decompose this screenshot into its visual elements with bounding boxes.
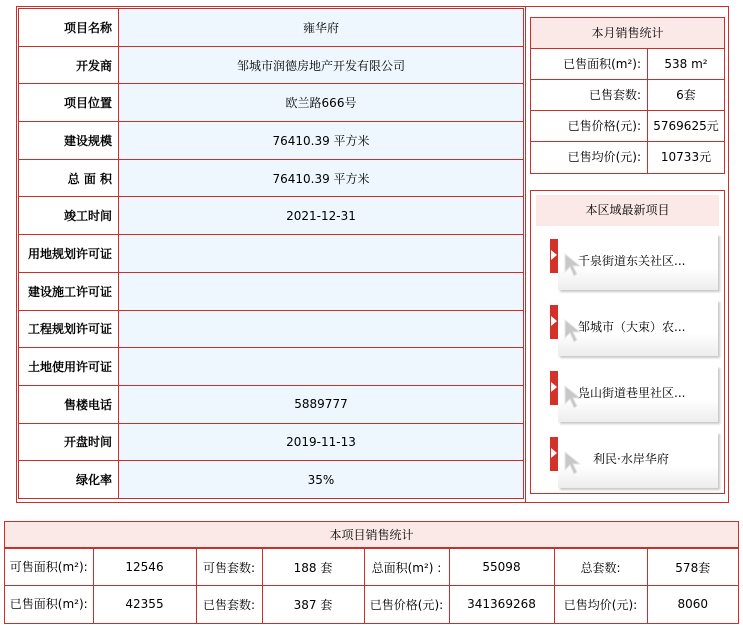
stats-value: 8060	[647, 586, 738, 623]
stats-value: 12546	[93, 549, 196, 586]
info-row	[19, 348, 524, 386]
info-label: 项目名称	[19, 9, 119, 47]
stats-value: 5769625元	[653, 119, 719, 133]
info-value: 欧兰路666号	[119, 84, 524, 122]
stats-label: 总套数:	[554, 549, 647, 586]
arrow-right-icon	[551, 382, 557, 392]
info-label: 开发商	[19, 46, 119, 84]
region-project-link[interactable]	[535, 232, 717, 288]
info-row	[19, 197, 524, 235]
info-row	[19, 159, 524, 197]
project-name[interactable]: 千泉街道东关社区...	[578, 254, 686, 268]
info-label: 绿化率	[19, 461, 119, 499]
stats-label: 已售面积(m²):	[5, 586, 93, 623]
stats-label: 已售套数:	[531, 80, 648, 110]
region-project-link[interactable]	[535, 298, 717, 354]
stats-label: 已售均价(元):	[531, 142, 648, 173]
stats-row	[531, 80, 724, 111]
info-value: 2019-11-13	[119, 423, 524, 461]
info-row	[19, 9, 524, 47]
monthly-stats-title: 本月销售统计	[531, 18, 724, 49]
project-name[interactable]: 凫山街道巷里社区...	[578, 386, 686, 400]
project-stats-table	[5, 548, 738, 623]
info-value	[119, 348, 524, 386]
region-project-link[interactable]	[535, 430, 717, 486]
info-row	[19, 46, 524, 84]
info-value: 雍华府	[119, 9, 524, 47]
stats-value: 55098	[449, 549, 554, 586]
stats-value: 188 套	[262, 549, 364, 586]
monthly-sales-stats	[530, 17, 725, 174]
cursor-pointer-icon	[563, 450, 585, 476]
project-sales-stats	[4, 521, 739, 624]
arrow-right-icon	[551, 316, 557, 326]
info-label: 项目位置	[19, 84, 119, 122]
arrow-right-icon	[551, 448, 557, 458]
info-label: 开盘时间	[19, 423, 119, 461]
stats-label: 已售套数:	[196, 586, 262, 623]
project-name[interactable]: 利民·水岸华府	[593, 452, 669, 466]
stats-label: 已售均价(元):	[554, 586, 647, 623]
info-row	[19, 310, 524, 348]
info-row	[19, 272, 524, 310]
info-label: 售楼电话	[19, 385, 119, 423]
info-row	[19, 461, 524, 499]
arrow-right-icon	[551, 250, 557, 260]
stats-value: 42355	[93, 586, 196, 623]
info-value: 2021-12-31	[119, 197, 524, 235]
info-row	[19, 235, 524, 273]
region-latest-projects	[530, 190, 725, 494]
info-value	[119, 235, 524, 273]
info-value: 76410.39 平方米	[119, 122, 524, 160]
info-row	[19, 423, 524, 461]
project-name[interactable]: 邹城市（大束）农...	[578, 320, 686, 334]
info-label: 建设施工许可证	[19, 272, 119, 310]
info-value	[119, 272, 524, 310]
project-info-table	[18, 8, 524, 499]
stats-row	[5, 549, 738, 586]
info-label: 用地规划许可证	[19, 235, 119, 273]
stats-value: 578套	[647, 549, 738, 586]
stats-row	[531, 142, 724, 173]
info-value: 35%	[119, 461, 524, 499]
region-project-link[interactable]	[535, 364, 717, 420]
info-row	[19, 385, 524, 423]
stats-label: 总面积(m²) :	[364, 549, 449, 586]
stats-value: 538 m²	[664, 57, 708, 71]
stats-label: 已售面积(m²):	[531, 49, 648, 79]
info-row	[19, 84, 524, 122]
stats-value: 387 套	[262, 586, 364, 623]
region-projects-title: 本区域最新项目	[536, 195, 719, 226]
info-label: 竣工时间	[19, 197, 119, 235]
stats-row	[531, 49, 724, 80]
stats-value: 6套	[676, 88, 696, 102]
project-info-panel	[16, 6, 729, 503]
stats-value: 341369268	[449, 586, 554, 623]
info-value	[119, 310, 524, 348]
project-stats-title: 本项目销售统计	[5, 522, 738, 548]
info-label: 建设规模	[19, 122, 119, 160]
stats-label: 可售面积(m²):	[5, 549, 93, 586]
stats-row	[5, 586, 738, 623]
stats-value: 10733元	[660, 150, 712, 164]
info-label: 总 面 积	[19, 159, 119, 197]
info-label: 土地使用许可证	[19, 348, 119, 386]
info-value: 邹城市润德房地产开发有限公司	[119, 46, 524, 84]
stats-label: 已售价格(元):	[364, 586, 449, 623]
info-row	[19, 122, 524, 160]
stats-label: 可售套数:	[196, 549, 262, 586]
column-divider	[525, 7, 526, 502]
info-value: 76410.39 平方米	[119, 159, 524, 197]
info-value: 5889777	[119, 385, 524, 423]
stats-label: 已售价格(元):	[531, 111, 648, 141]
stats-row	[531, 111, 724, 142]
info-label: 工程规划许可证	[19, 310, 119, 348]
